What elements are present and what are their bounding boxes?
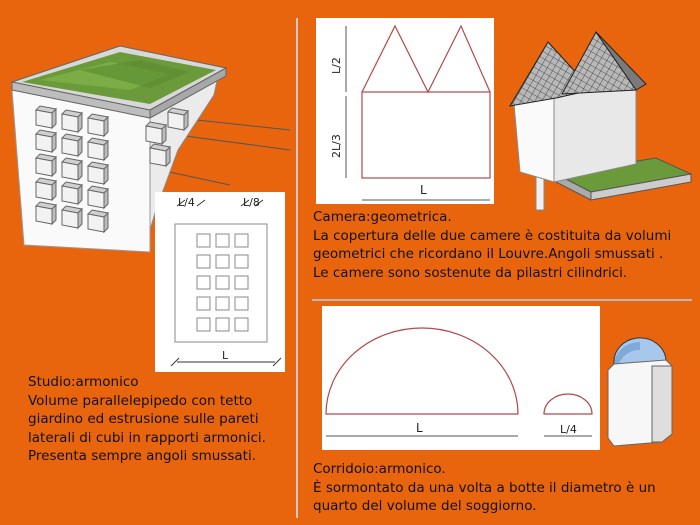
wall-cube — [150, 144, 170, 166]
plan-square — [216, 255, 229, 268]
caption-line: Volume parallelepipedo con tetto — [28, 392, 253, 409]
studio-caption — [28, 373, 266, 466]
wall-cube — [88, 162, 108, 184]
wall-cube — [146, 122, 166, 144]
caption-line: geometrici che ricordano il Louvre.Angoli smussati . — [313, 246, 664, 262]
caption-line: La copertura delle due camere è costituita da volumi — [313, 227, 672, 244]
camera-3d-model — [496, 24, 696, 214]
caption-line: È sormontato da una volta a botte il diametro è un — [313, 479, 656, 496]
studio-label-eighth: L/8 — [243, 196, 260, 209]
wall-cube — [88, 138, 108, 160]
caption-line: giardino ed estrusione sulle pareti — [28, 411, 259, 427]
plan-square — [197, 297, 210, 310]
wall-cube — [88, 114, 108, 136]
caption-line: Camera:geometrica. — [313, 209, 452, 225]
plan-square — [216, 276, 229, 289]
camera-label-two-thirds: 2L/3 — [330, 134, 343, 158]
plan-square — [235, 234, 248, 247]
wall-cube — [36, 130, 56, 152]
plan-square — [235, 297, 248, 310]
caption-line: Corridoio:armonico. — [313, 461, 446, 477]
plan-square-grid — [197, 234, 248, 331]
wall-cube — [62, 134, 82, 156]
wall-cube — [36, 178, 56, 200]
plan-square — [216, 318, 229, 331]
plan-square — [197, 255, 210, 268]
studio-plan-diagram — [155, 192, 285, 372]
caption-line: Studio:armonico — [28, 374, 139, 390]
wall-cube — [36, 106, 56, 128]
corridoio-3d-model — [604, 330, 674, 452]
plan-square — [235, 318, 248, 331]
wall-cube — [36, 202, 56, 224]
corridoio-elevation-diagram — [322, 306, 600, 450]
wall-cube — [88, 210, 108, 232]
wall-cube — [36, 154, 56, 176]
camera-label-half: L/2 — [330, 57, 343, 74]
caption-line: Presenta sempre angoli smussati. — [28, 448, 256, 464]
plan-square — [197, 318, 210, 331]
wall-cube — [62, 110, 82, 132]
plan-square — [197, 276, 210, 289]
corridoio-label-length: L — [416, 421, 423, 435]
plan-square — [216, 297, 229, 310]
wall-cube — [168, 108, 188, 130]
plan-square — [235, 255, 248, 268]
plan-square — [235, 276, 248, 289]
wall-cube — [62, 206, 82, 228]
corridoio-label-quarter: L/4 — [560, 423, 577, 436]
camera-label-length: L — [420, 183, 427, 197]
wall-cube — [62, 158, 82, 180]
wall-cube — [62, 182, 82, 204]
plan-square — [216, 234, 229, 247]
plan-square — [197, 234, 210, 247]
caption-line: laterali di cubi in rapporti armonici. — [28, 429, 266, 446]
studio-label-length: L — [222, 349, 229, 362]
caption-line: Le camere sono sostenute da pilastri cilindrici. — [313, 264, 628, 281]
wall-cube — [88, 186, 108, 208]
horizontal-divider — [312, 299, 692, 301]
corridoio-caption — [313, 460, 656, 516]
studio-label-quarter: L/4 — [178, 196, 195, 209]
camera-elevation-diagram — [316, 18, 494, 204]
camera-caption — [313, 208, 671, 282]
caption-line: quarto del volume del soggiorno. — [313, 498, 537, 514]
